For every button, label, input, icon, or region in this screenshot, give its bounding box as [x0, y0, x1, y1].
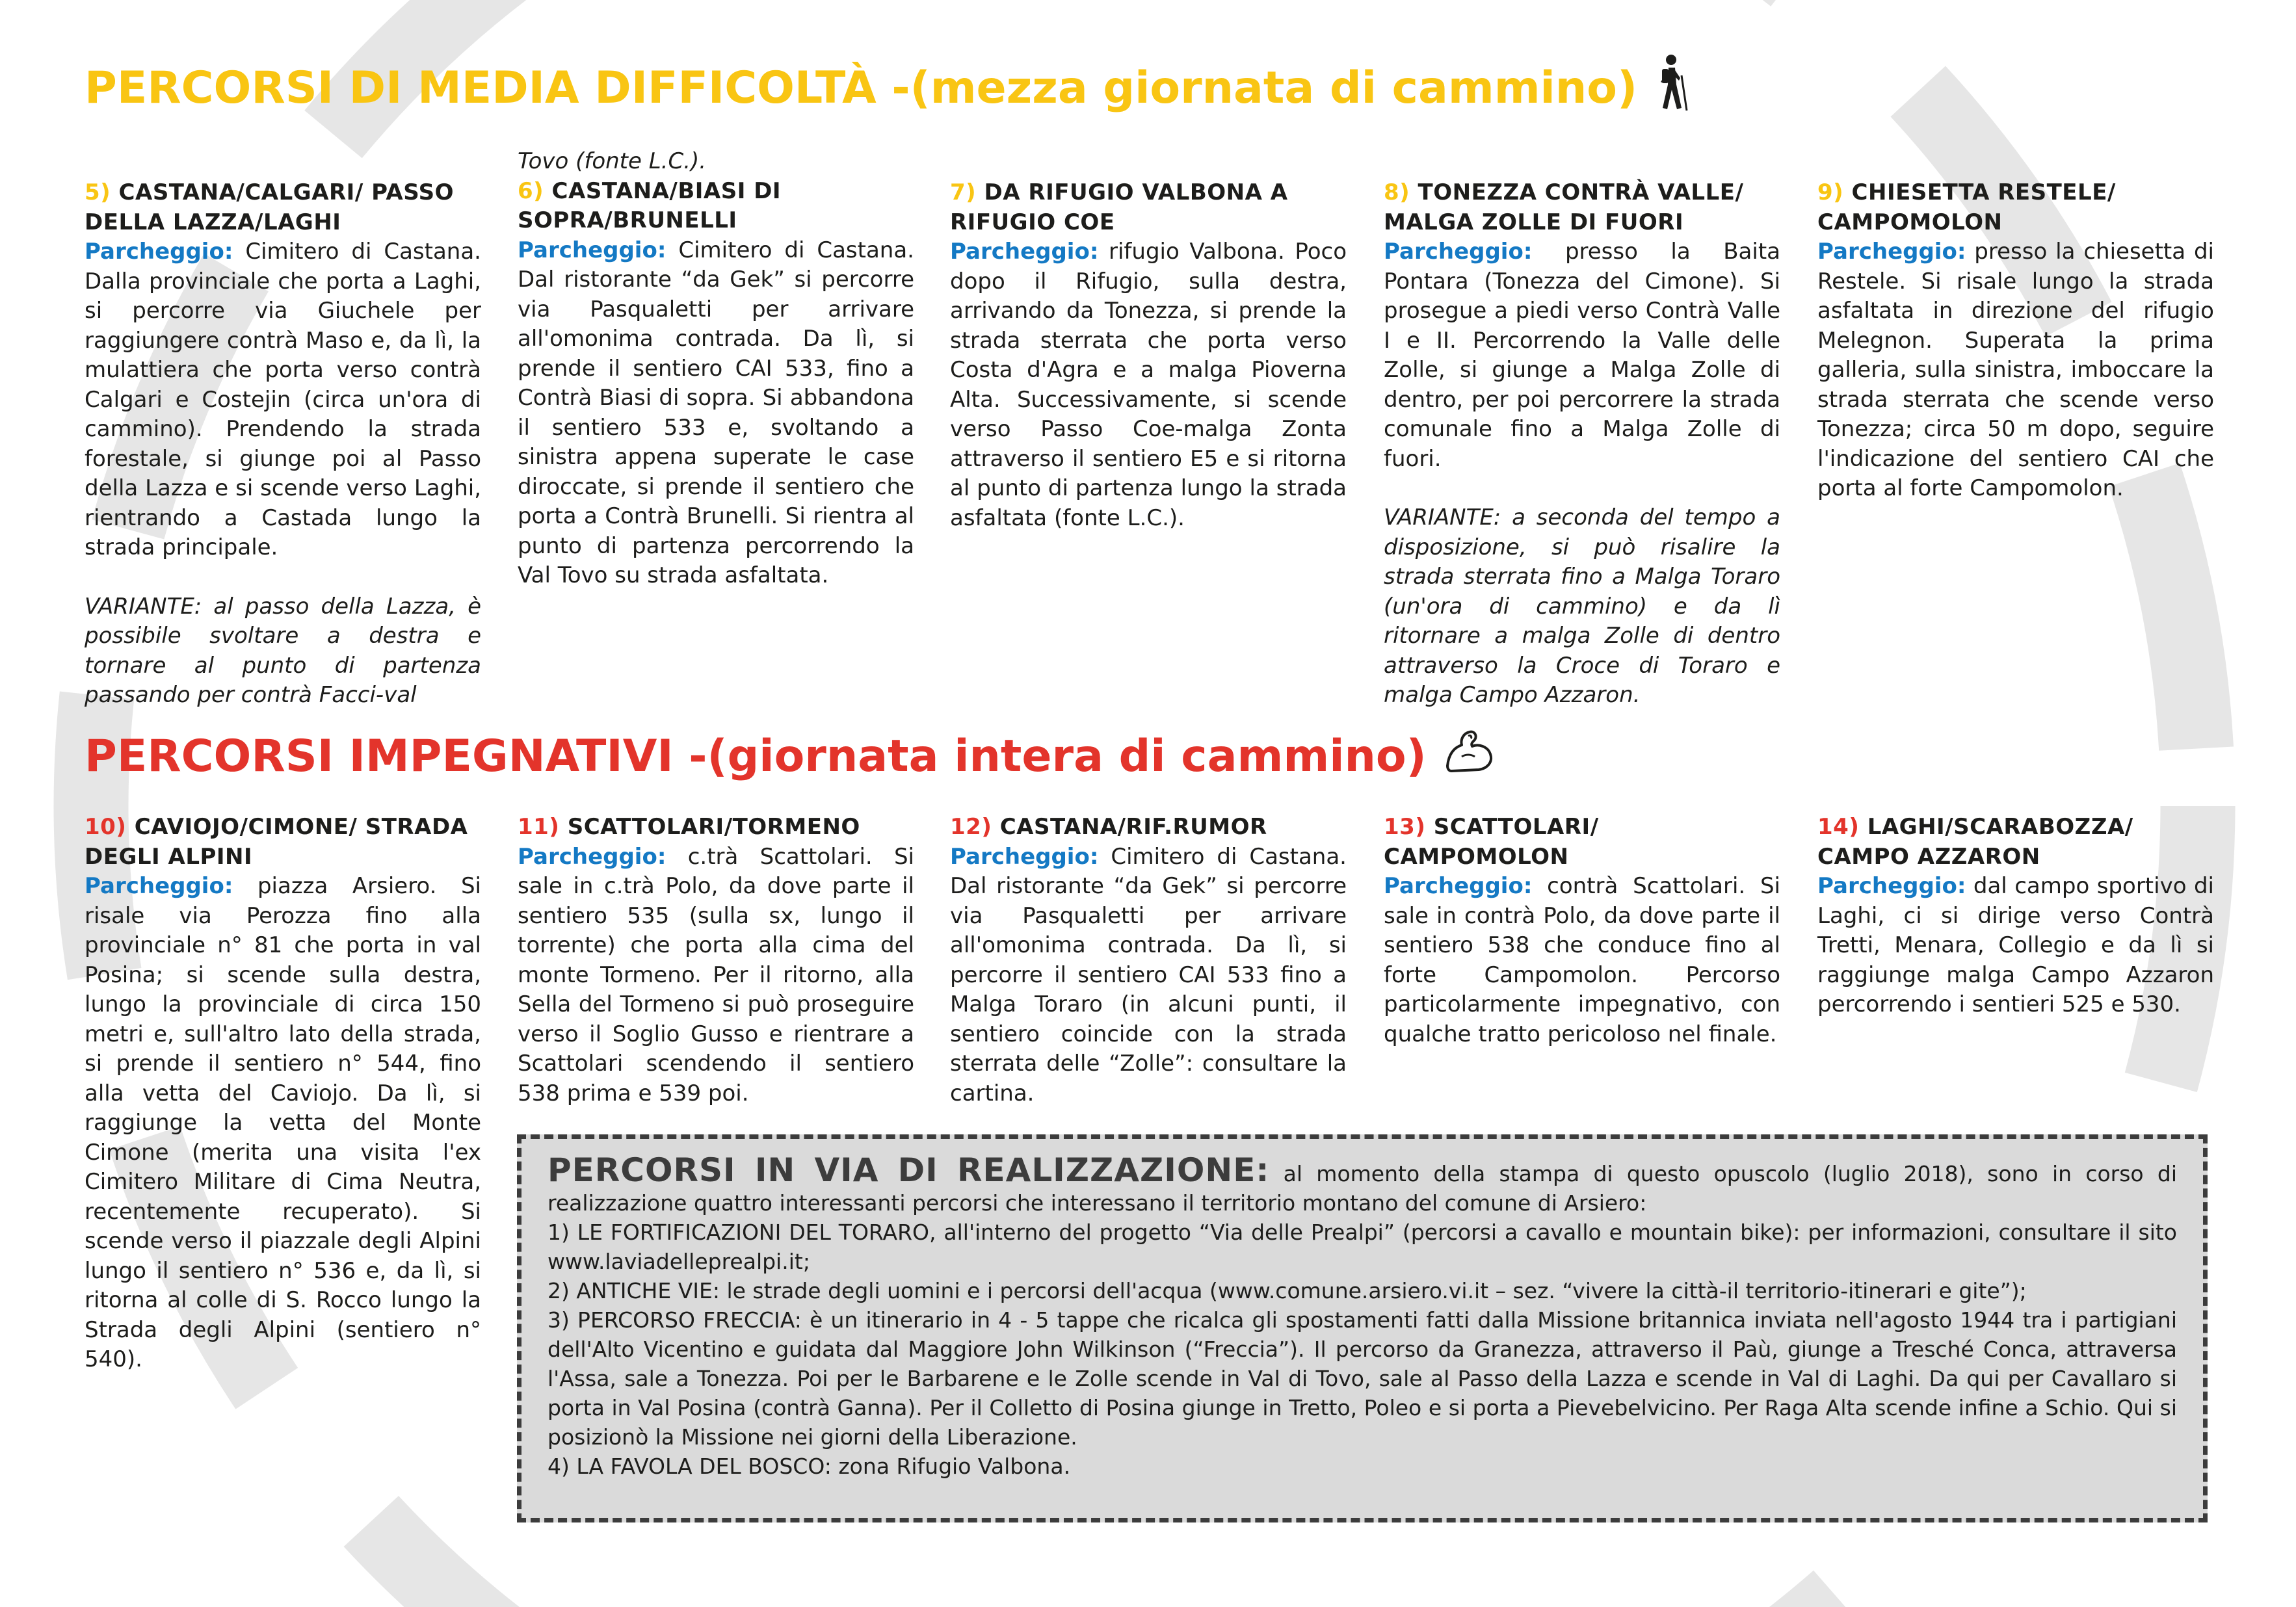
route-description-text: presso la chiesetta di Restele. Si risale lungo la strada asfaltata in direzione del rifugio Melegnon. Superata la prima galleria, sulla sinistra, imboccare la strada sterrata che scende verso Tonezza; circa 50 m dopo, seguire l'indicazione del sentiero CAI che porta al forte Campomolon.: [1817, 239, 2214, 501]
in-progress-box: [517, 1134, 2208, 1522]
route-description-text: presso la Baita Pontara (Tonezza del Cimone). Si prosegue a piedi verso Contrà Valle I e II. Percorrendo la Valle delle Zolle, si giunge a Malga Zolle di dentro, per poi percorrere la strada comunale fino a Malga Zolle di fuori.: [1384, 239, 1780, 472]
route-number: 8): [1384, 179, 1410, 205]
in-progress-item: 4) LA FAVOLA DEL BOSCO: zona Rifugio Valbona.: [548, 1454, 1071, 1479]
route-title: [950, 813, 1347, 843]
route-description: [1384, 872, 1780, 1049]
parking-label: Parcheggio:: [1384, 873, 1533, 899]
route-continuation: Tovo (fonte L.C.).: [518, 148, 707, 174]
route-description-text: Cimitero di Castana. Dalla provinciale che porta a Laghi, si percorre via Giuchele per raggiungere contrà Maso e, da lì, la mulattiera che porta verso contrà Calgari e Costejin (circa un'ora di cammino). Prendendo la strada forestale, si giunge poi al Passo della Lazza e si scende verso Laghi, rientrando a Castada lungo la strada principale.: [85, 239, 481, 560]
in-progress-intro: [548, 1151, 2178, 1218]
section-title-medium-paren: (mezza giornata di cammino): [910, 62, 1638, 114]
route-number: 12): [950, 814, 992, 840]
route-column-7: [950, 178, 1347, 533]
route-number: 5): [85, 179, 111, 205]
route-description-text: contrà Scattolari. Si sale in contrà Polo, da dove parte il sentiero 538 che conduce fino al forte Campomolon. Percorso particolarmente impegnativo, con qualche tratto pericoloso nel finale.: [1384, 873, 1780, 1047]
route-description-text: dal campo sportivo di Laghi, ci si dirige verso Contrà Tretti, Menara, Collegio e da lì si raggiunge malga Campo Azzaron percorrendo i sentieri 525 e 530.: [1817, 873, 2214, 1017]
parking-label: Parcheggio:: [85, 239, 233, 265]
section-title-hard-paren: (giornata intera di cammino): [707, 731, 1427, 782]
in-progress-item: 2) ANTICHE VIE: le strade degli uomini e i percorsi dell'acqua (www.comune.arsiero.vi.it – sez. “vivere la città-il territorio-itinerari e gite”);: [548, 1278, 2027, 1303]
section-title-medium: [85, 53, 1692, 123]
route-title: [85, 178, 481, 237]
parking-label: Parcheggio:: [950, 843, 1099, 870]
route-name: SCATTOLARI/ CAMPOMOLON: [1384, 814, 1599, 870]
parking-label: Parcheggio:: [518, 237, 666, 263]
route-title: [1384, 178, 1780, 237]
parking-label: Parcheggio:: [1384, 239, 1533, 265]
route-description-text: Cimitero di Castana. Dal ristorante “da Gek” si percorre via Pasqualetti per arrivare all'omonima contrada. Da lì, si prende il sentiero CAI 533, fino a Contrà Biasi di sopra. Si abbandona il sentiero 533 e, svoltando a sinistra appena superate le case diroccate, si prende il sentiero che porta a Contrà Brunelli. Si rientra al punto di partenza percorrendo la Val Tovo su strada asfaltata.: [518, 237, 914, 588]
route-number: 6): [518, 177, 544, 204]
section-title-hard: [85, 728, 1494, 785]
route-number: 7): [950, 179, 977, 205]
route-description-text: rifugio Valbona. Poco dopo il Rifugio, sulla destra, arrivando da Tonezza, si prende la strada sterrata che porta verso Costa d'Agra e a malga Pioverna Alta. Successivamente, si scende verso Passo Coe-malga Zonta attraverso il sentiero E5 e si ritorna al punto di partenza lungo la strada asfaltata (fonte L.C.).: [950, 239, 1347, 531]
route-description: [1817, 237, 2214, 504]
route-column-10: [85, 813, 481, 1375]
route-description: [1384, 237, 1780, 474]
in-progress-item: 1) LE FORTIFICAZIONI DEL TORARO, all'interno del progetto “Via delle Prealpi” (percorsi a cavallo e mountain bike): per informazioni, consultare il sito www.laviadelleprealpi.it;: [548, 1220, 2177, 1274]
parking-label: Parcheggio:: [1817, 873, 1966, 899]
route-description: [518, 843, 914, 1109]
route-column-13: [1384, 813, 1780, 1049]
route-title: [85, 813, 481, 872]
route-column-6: [518, 147, 914, 591]
route-number: 14): [1817, 814, 1860, 840]
route-column-11: [518, 813, 914, 1108]
route-column-9: [1817, 178, 2214, 504]
route-name: CASTANA/CALGARI/ PASSO DELLA LAZZA/LAGHI: [85, 179, 455, 235]
route-title: [950, 178, 1347, 237]
route-name: CAVIOJO/CIMONE/ STRADA DEGLI ALPINI: [85, 814, 468, 870]
section-title-hard-main: PERCORSI IMPEGNATIVI -: [85, 731, 707, 782]
route-description: [85, 237, 481, 563]
route-variant: VARIANTE: al passo della Lazza, è possibile svoltare a destra e tornare al punto di partenza passando per contrà Facci-val: [85, 593, 481, 708]
route-name: SCATTOLARI/TORMENO: [567, 814, 860, 840]
route-name: CASTANA/BIASI DI SOPRA/BRUNELLI: [518, 177, 782, 233]
route-name: CHIESETTA RESTELE/ CAMPOMOLON: [1817, 179, 2116, 235]
route-name: LAGHI/SCARABOZZA/ CAMPO AZZARON: [1817, 814, 2133, 870]
parking-label: Parcheggio:: [950, 239, 1099, 265]
route-number: 9): [1817, 179, 1844, 205]
route-description-text: c.trà Scattolari. Si sale in c.trà Polo, da dove parte il sentiero 535 (sulla sx, lungo il torrente) che porta alla cima del monte Tormeno. Per il ritorno, alla Sella del Tormeno si può proseguire verso il Soglio Gusso e rientrare a Scattolari scendendo il sentiero 538 prima e 539 poi.: [518, 843, 914, 1106]
parking-label: Parcheggio:: [518, 843, 666, 870]
parking-label: Parcheggio:: [85, 873, 233, 899]
route-number: 13): [1384, 814, 1426, 840]
route-title: [1817, 178, 2214, 237]
route-number: 10): [85, 814, 127, 840]
in-progress-heading: PERCORSI IN VIA DI REALIZZAZIONE:: [548, 1151, 1270, 1189]
route-description: [518, 236, 914, 591]
route-column-5: [85, 178, 481, 711]
route-name: CASTANA/RIF.RUMOR: [999, 814, 1267, 840]
route-number: 11): [518, 814, 560, 840]
route-title: [518, 177, 914, 236]
route-column-14: [1817, 813, 2214, 1020]
section-title-medium-main: PERCORSI DI MEDIA DIFFICOLTÀ -: [85, 62, 910, 114]
in-progress-intro-text: al momento della stampa di questo opuscolo (luglio 2018), sono in corso di realizzazione quattro interessanti percorsi che interessano il territorio montano del comune di Arsiero:: [548, 1161, 2178, 1216]
route-column-8: [1384, 178, 1780, 711]
route-description-text: Cimitero di Castana. Dal ristorante “da Gek” si percorre via Pasqualetti per arrivare all'omonima contrada. Da lì, si percorre il sentiero CAI 533 fino a Malga Toraro (in alcuni punti, il sentiero coincide con la strada sterrata delle “Zolle”: consultare la cartina.: [950, 843, 1347, 1106]
hiker-icon: [1653, 53, 1692, 123]
route-name: TONEZZA CONTRÀ VALLE/ MALGA ZOLLE DI FUORI: [1384, 179, 1744, 235]
route-name: DA RIFUGIO VALBONA A RIFUGIO COE: [950, 179, 1288, 235]
route-title: [1817, 813, 2214, 872]
route-column-12: [950, 813, 1347, 1108]
route-description: [1817, 872, 2214, 1020]
route-title: [518, 813, 914, 843]
route-description: [950, 843, 1347, 1109]
route-description: [950, 237, 1347, 533]
in-progress-item: 3) PERCORSO FRECCIA: è un itinerario in 4 - 5 tappe che ricalca gli spostamenti fatti dalla Missione britannica inviata nell'agosto 1944 tra i partigiani dell'Alto Vicentino e guidata dal Maggiore John Wilkinson (“Freccia”). Il percorso da Granezza, attraverso il Paù, giunge a Tresché Conca, attraversa l'Assa, sale a Tonezza. Poi per le Barbarene e le Zolle scende in Val di Tovo, sale al Passo della Lazza e scende in Val di Laghi. Da qui per Cavallaro si porta in Val Posina (contrà Ganna). Per il Colletto di Posina giunge in Tretto, Poleo e si porta a Pievebelvicino. Per Raga Alta scende infine a Schio. Qui si posizionò la Missione nei giorni della Liberazione.: [548, 1307, 2177, 1450]
route-description: [85, 872, 481, 1375]
route-variant: VARIANTE: a seconda del tempo a disposizione, si può risalire la strada sterrata fino a Malga Toraro (un'ora di cammino) e da lì ritornare a malga Zolle di dentro attraverso la Croce di Toraro e malga Campo Azzaron.: [1384, 504, 1780, 708]
route-title: [1384, 813, 1780, 872]
route-description-text: piazza Arsiero. Si risale via Perozza fino alla provinciale n° 81 che porta in val Posina; si scende sulla destra, lungo la provinciale di circa 150 metri e, sull'altro lato della strada, si prende il sentiero n° 544, fino alla vetta del Caviojo. Da lì, si raggiunge la vetta del Monte Cimone (merita una visita l'ex Cimitero Militare di Cima Neutra, recentemente recuperato). Si scende verso il piazzale degli Alpini lungo il sentiero n° 536 e, da lì, si ritorna al colle di S. Rocco lungo la Strada degli Alpini (sentiero n° 540).: [85, 873, 481, 1372]
flexed-bicep-icon: [1442, 728, 1494, 785]
parking-label: Parcheggio:: [1817, 239, 1966, 265]
